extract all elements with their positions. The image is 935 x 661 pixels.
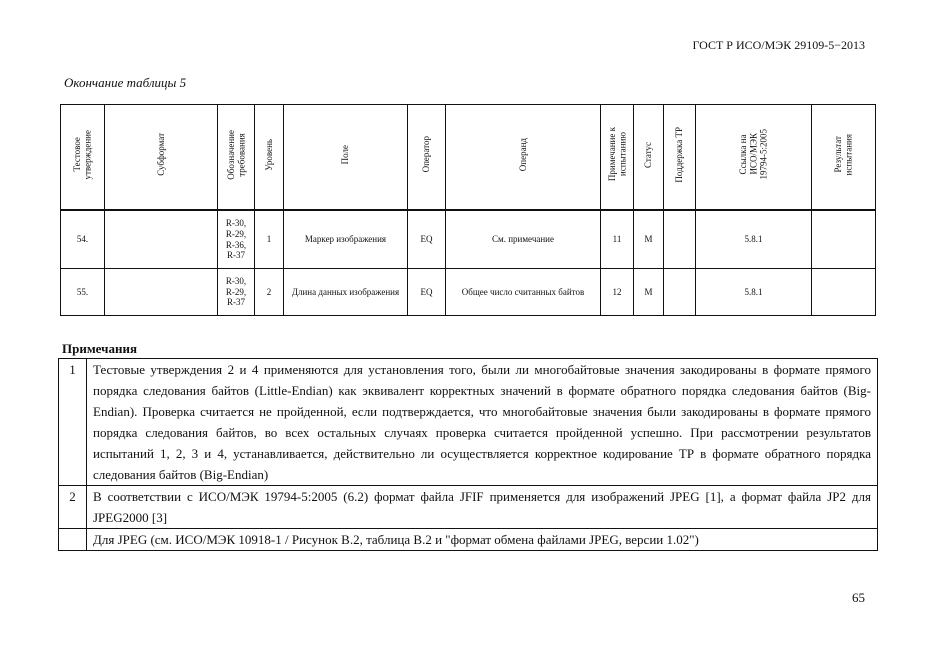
cell-operator: EQ bbox=[408, 210, 446, 269]
cell-result bbox=[812, 269, 876, 316]
note-number: 1 bbox=[59, 359, 87, 486]
note-text: В соответствии с ИСО/МЭК 19794-5:2005 (6.2) формат файла JFIF применяется для изображений JPEG [1], а формат файла JP2 для JPEG2000 [3] bbox=[87, 486, 878, 529]
standard-id: ГОСТ Р ИСО/МЭК 29109-5−2013 bbox=[692, 38, 865, 52]
note-text: Для JPEG (см. ИСО/МЭК 10918-1 / Рисунок В.2, таблица В.2 и "формат обмена файлами JPEG, версии 1.02") bbox=[87, 529, 878, 551]
header-subformat bbox=[105, 105, 218, 211]
header-requirement bbox=[218, 105, 255, 211]
header-requirement-label: требования bbox=[236, 132, 246, 177]
cell-field: Длина данных изображения bbox=[284, 269, 408, 316]
table-caption: Окончание таблицы 5 bbox=[64, 75, 187, 90]
header-operand bbox=[446, 105, 601, 211]
cell-test-note: 11 bbox=[601, 210, 634, 269]
header-operand-label: Операнд bbox=[517, 137, 528, 172]
table-row bbox=[61, 210, 876, 269]
table-row bbox=[61, 269, 876, 316]
cell-reference: 5.8.1 bbox=[696, 210, 812, 269]
cell-subformat bbox=[105, 269, 218, 316]
header-test-note bbox=[601, 105, 634, 211]
requirement-code: R-29, bbox=[225, 228, 247, 239]
header-subformat-label: Субформат bbox=[155, 133, 166, 176]
cell-status: M bbox=[634, 269, 664, 316]
header-result-label: Результат bbox=[833, 136, 844, 173]
header-result-label: испытания bbox=[843, 133, 854, 176]
header-field-label: Поле bbox=[340, 144, 351, 165]
cell-level: 2 bbox=[255, 269, 284, 316]
header-assertion-label: Тестовое bbox=[72, 137, 83, 172]
cell-operand: Общее число считанных байтов bbox=[446, 269, 601, 316]
cell-operand: См. примечание bbox=[446, 210, 601, 269]
note-row bbox=[59, 486, 878, 529]
cell-field: Маркер изображения bbox=[284, 210, 408, 269]
cell-result bbox=[812, 210, 876, 269]
header-level-label: Уровень bbox=[263, 138, 274, 171]
header-reference-label: Ссылка на bbox=[737, 134, 748, 175]
requirement-code: R-30, bbox=[225, 275, 247, 286]
header-assertion-label: утверждение bbox=[82, 129, 93, 180]
header-tp-support bbox=[664, 105, 696, 211]
header-test-note-label: Примечание к bbox=[606, 127, 617, 182]
header-operator-label: Оператор bbox=[421, 136, 432, 173]
header-reference-label: 19794-5:2005 bbox=[758, 129, 769, 180]
header-operator bbox=[408, 105, 446, 211]
note-row bbox=[59, 529, 878, 551]
cell-level: 1 bbox=[255, 210, 284, 269]
note-row bbox=[59, 359, 878, 486]
cell-operator: EQ bbox=[408, 269, 446, 316]
notes-table bbox=[58, 358, 878, 551]
requirement-code: R-37 bbox=[227, 250, 245, 261]
header-result bbox=[812, 105, 876, 211]
note-number: 2 bbox=[59, 486, 87, 529]
header-test-note-label: испытанию bbox=[617, 132, 627, 177]
cell-reference: 5.8.1 bbox=[696, 269, 812, 316]
header-reference bbox=[696, 105, 812, 211]
header-assertion bbox=[61, 105, 105, 211]
cell-tp-support bbox=[664, 210, 696, 269]
header-reference-label: ИСО/МЭК bbox=[748, 133, 759, 176]
header-status bbox=[634, 105, 664, 211]
header-requirement-label: Обозначение bbox=[225, 129, 236, 180]
note-number bbox=[59, 529, 87, 551]
table-header-row bbox=[61, 105, 876, 211]
requirement-code: R-37 bbox=[227, 297, 245, 308]
requirement-code: R-29, bbox=[225, 286, 247, 297]
cell-assertion: 54. bbox=[61, 210, 105, 269]
cell-test-note: 12 bbox=[601, 269, 634, 316]
cell-requirement bbox=[218, 210, 255, 269]
requirement-code: R-36, bbox=[225, 239, 247, 250]
page-number: 65 bbox=[852, 590, 865, 605]
header-field bbox=[284, 105, 408, 211]
cell-subformat bbox=[105, 210, 218, 269]
cell-status: M bbox=[634, 210, 664, 269]
notes-title: Примечания bbox=[62, 341, 137, 356]
header-level bbox=[255, 105, 284, 211]
test-assertions-table bbox=[60, 104, 876, 316]
header-status-label: Статус bbox=[643, 141, 654, 168]
cell-assertion: 55. bbox=[61, 269, 105, 316]
cell-requirement bbox=[218, 269, 255, 316]
requirement-code: R-30, bbox=[225, 217, 247, 228]
note-text: Тестовые утверждения 2 и 4 применяются для установления того, были ли многобайтовые значения закодированы в формате прямого порядка следования байтов (Little-Endian) как эквивалент корректных значений в формате обратного порядка следования байтов (Big-Endian). Проверка считается не пройденной, если подтверждается, что многобайтовые значения были закодированы в формате прямого порядка следования байтов, во всех остальных случаях проверка считается пройденной успешно. При рассмотрении результатов испытаний 1, 2, 3 и 4, устанавливается, действительно ли осуществляется корректное кодирование ТР в формате обратного порядка следования байтов (Big-Endian) bbox=[87, 359, 878, 486]
header-tp-support-label: Поддержка TP bbox=[674, 126, 685, 183]
cell-tp-support bbox=[664, 269, 696, 316]
